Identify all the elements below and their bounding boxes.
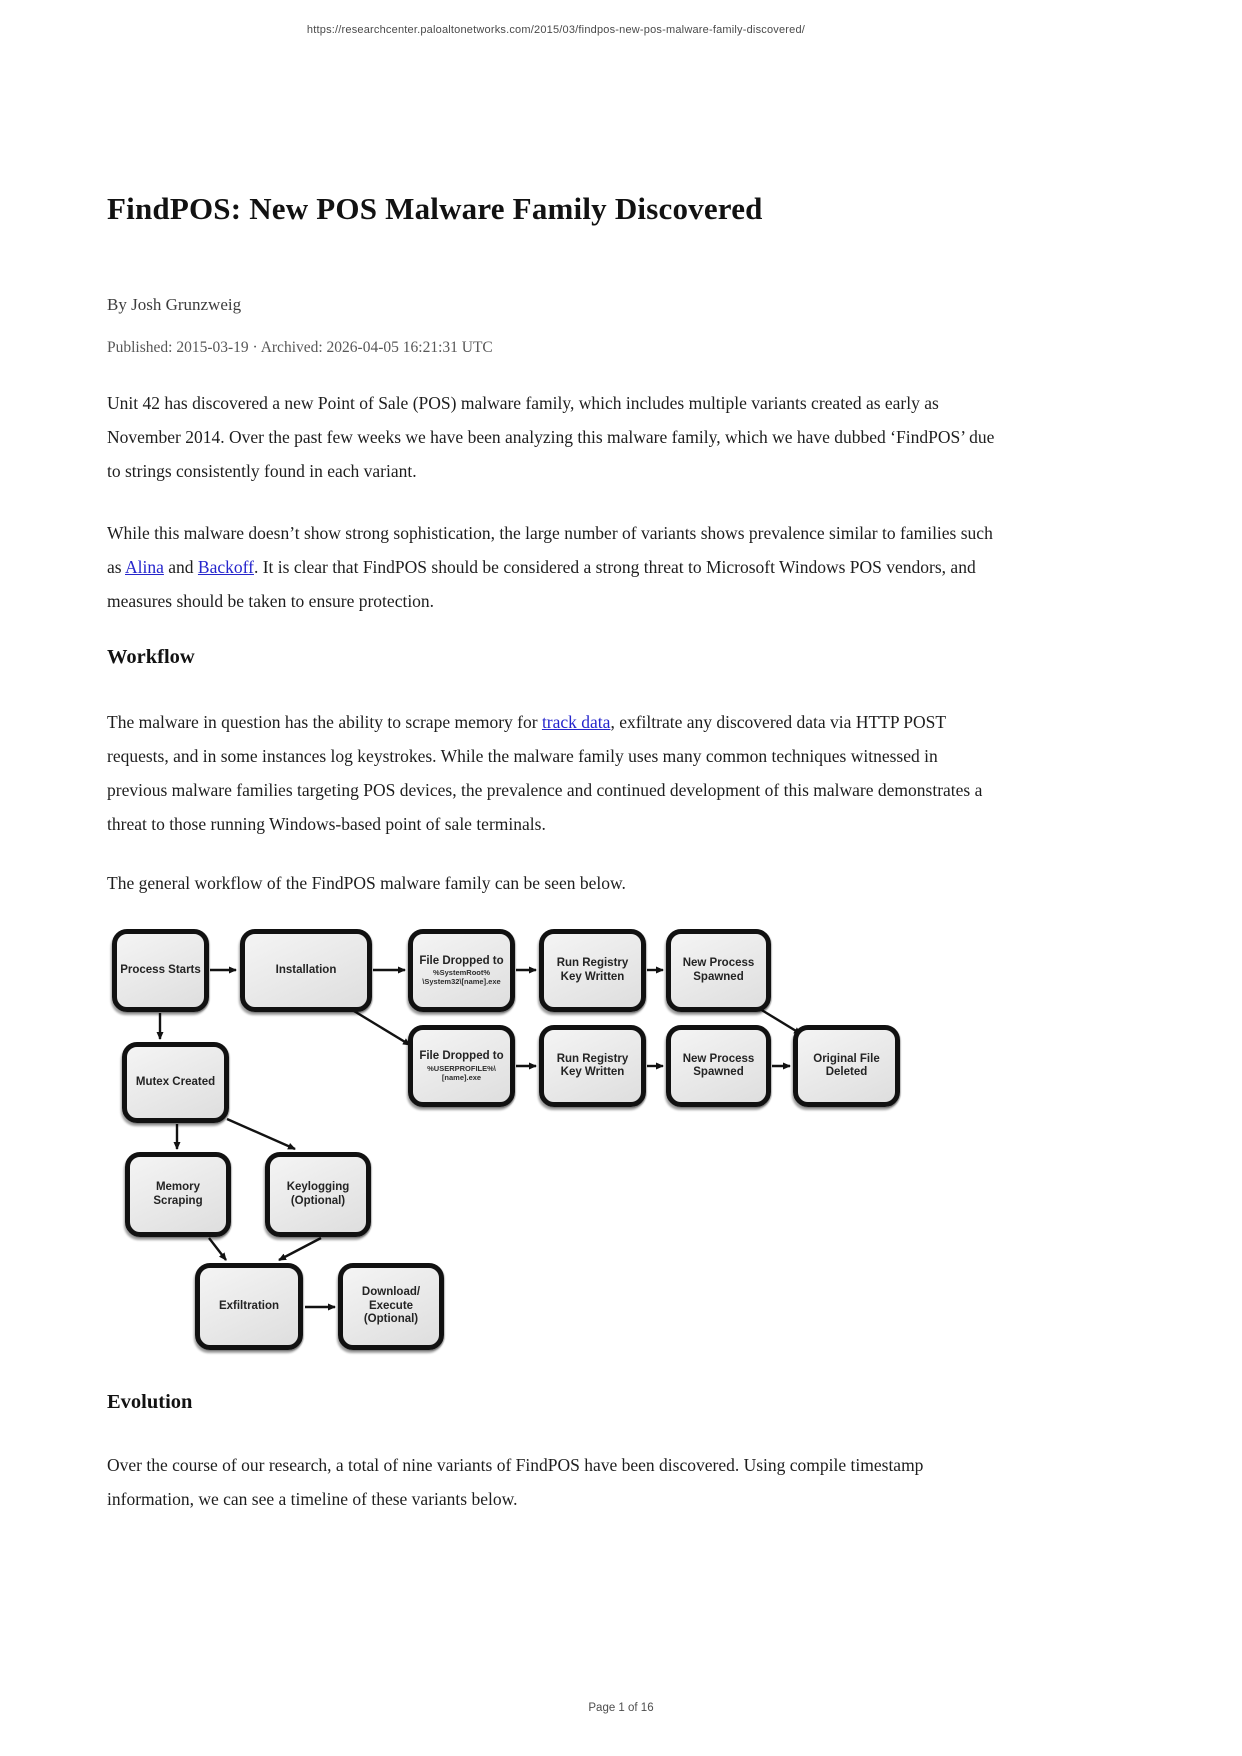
node-label: Process Starts — [120, 963, 201, 976]
page-footer: Page 1 of 16 — [588, 1702, 654, 1714]
node-installation — [240, 929, 372, 1012]
node-new-process-top — [666, 929, 771, 1012]
node-memory-scraping — [125, 1152, 231, 1237]
node-label: Original File Deleted — [813, 1052, 880, 1078]
paragraph-workflow-lead: The general workflow of the FindPOS malware family can be seen below. — [107, 873, 626, 893]
flow-arrow — [227, 1119, 295, 1149]
node-process-starts — [112, 929, 209, 1012]
node-file-dropped-userprofile — [408, 1025, 515, 1107]
paragraph-prevalence — [107, 516, 995, 618]
print-header-url: https://researchcenter.paloaltonetworks.com/2015/03/findpos-new-pos-malware-family-discovered/ — [306, 24, 806, 36]
byline: By Josh Grunzweig — [107, 295, 242, 314]
node-mutex-created — [122, 1042, 229, 1123]
text-segment: The malware in question has the ability to scrape memory for — [107, 712, 542, 732]
workflow-diagram — [105, 920, 915, 1365]
node-original-file-deleted — [793, 1025, 900, 1107]
paragraph-capabilities — [107, 705, 995, 841]
node-label: Run Registry Key Written — [556, 1052, 629, 1078]
link-backoff[interactable]: Backoff — [197, 557, 254, 577]
flow-arrow — [209, 1238, 226, 1260]
flow-arrow — [354, 1011, 410, 1045]
text-segment: While this malware doesn’t show strong sophistication, the large number of variants shows prevalence similar to families such as — [107, 523, 993, 577]
article-title: FindPOS: New POS Malware Family Discovered — [107, 191, 763, 226]
node-sublabel: [name].exe — [441, 1072, 482, 1082]
text-segment: . It is clear that FindPOS should be considered a strong threat to Microsoft Windows POS vendors, and measures should be taken to ensure protection. — [107, 557, 976, 611]
text-segment: Unit 42 has discovered a new Point of Sale (POS) malware family, which includes multiple variants created as early as November 2014. Over the past few weeks we have been analyzing this malware family, which we have dubbed ‘FindPOS’ due to strings consistently found in each variant. — [107, 393, 995, 481]
text-segment: , exfiltrate any discovered data via HTTP POST requests, and in some instances log keystrokes. While the malware family uses many common techniques witnessed in previous malware families targeting POS devices, the prevalence and continued development of this malware demonstrates a threat to those running Windows-based point of sale terminals. — [107, 712, 983, 834]
node-label: Run Registry Key Written — [556, 957, 629, 983]
node-label: Exfiltration — [218, 1299, 280, 1312]
node-sublabel: %SystemRoot% — [432, 968, 491, 978]
node-label: New Process Spawned — [682, 1052, 755, 1078]
node-run-registry-top — [539, 929, 646, 1012]
node-keylogging — [265, 1152, 371, 1237]
published-line: Published: 2015-03-19 · Archived: 2026-04-05 16:21:31 UTC — [107, 339, 493, 356]
node-label: Mutex Created — [135, 1075, 216, 1088]
link-track-data[interactable]: track data — [541, 712, 611, 732]
node-label: Keylogging (Optional) — [286, 1181, 350, 1207]
node-label: Download/ Execute (Optional) — [361, 1286, 421, 1326]
node-sublabel: %USERPROFILE%\ — [427, 1063, 496, 1073]
node-label: Memory Scraping — [153, 1181, 203, 1207]
node-download-execute — [338, 1263, 444, 1350]
link-alina[interactable]: Alina — [125, 557, 164, 577]
heading-evolution: Evolution — [107, 1391, 193, 1413]
node-label: New Process Spawned — [682, 957, 755, 983]
paragraph-evolution: Over the course of our research, a total of nine variants of FindPOS have been discovered. Using compile timestamp information, we can see a timeline of these variants below. — [107, 1455, 924, 1509]
node-exfiltration — [195, 1263, 303, 1350]
flow-arrow — [279, 1238, 321, 1260]
node-sublabel: \System32\[name].exe — [422, 977, 501, 987]
paragraph-intro — [107, 386, 995, 488]
heading-workflow: Workflow — [107, 646, 195, 668]
node-file-dropped-systemroot — [408, 929, 515, 1012]
node-label: Installation — [275, 963, 337, 976]
node-run-registry-bottom — [539, 1025, 646, 1107]
node-new-process-bottom — [666, 1025, 771, 1107]
node-label: File Dropped to — [419, 954, 504, 967]
node-label: File Dropped to — [419, 1050, 504, 1063]
text-segment: and — [163, 557, 198, 577]
